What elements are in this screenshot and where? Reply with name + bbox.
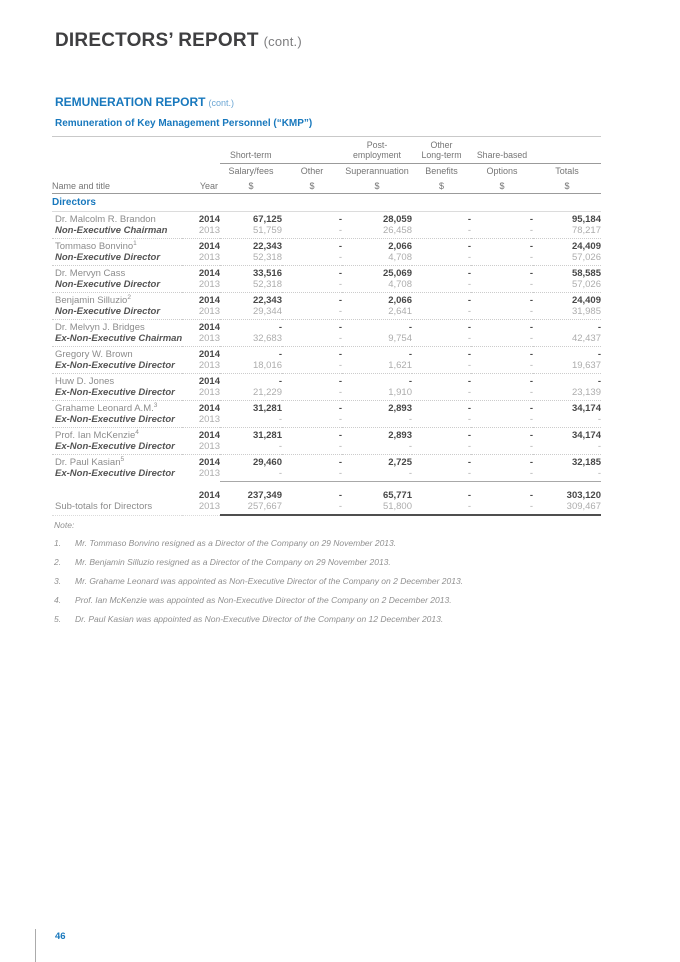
col-header-salary-fees: Salary/fees <box>228 166 274 176</box>
footnote-ref: 5 <box>120 455 125 463</box>
year-2013: 2013 <box>182 502 220 516</box>
year-2014: 2014 <box>198 268 220 279</box>
remuneration-table-wrap <box>52 136 601 516</box>
value-cell: 52,318 <box>220 280 282 293</box>
subtotal-row-2013 <box>52 502 601 516</box>
value-cell: 1,910 <box>342 388 412 401</box>
note-item <box>54 577 574 586</box>
year-2013: 2013 <box>182 226 220 239</box>
currency-symbol: $ <box>471 178 533 194</box>
value-cell: 2,893 <box>388 403 412 414</box>
subtotal-value-cell: 51,800 <box>342 502 412 516</box>
note-item <box>54 539 574 548</box>
value-cell: - <box>467 430 471 441</box>
director-title: Ex-Non-Executive Chairman <box>52 334 182 347</box>
group-header-spacer <box>52 137 182 164</box>
director-title: Non-Executive Chairman <box>52 226 182 239</box>
value-cell: - <box>533 442 601 455</box>
col-header-totals: Totals <box>555 166 579 176</box>
value-cell: - <box>282 334 342 347</box>
section-heading <box>55 95 234 109</box>
column-header-spacer <box>182 164 220 179</box>
group-header-other-long-term <box>412 137 471 164</box>
value-cell: 21,229 <box>220 388 282 401</box>
value-cell: - <box>412 334 471 347</box>
value-cell: 58,585 <box>571 268 601 279</box>
value-cell: 25,069 <box>382 268 412 279</box>
value-cell: - <box>412 415 471 428</box>
value-cell: 2,893 <box>388 430 412 441</box>
director-row-2014 <box>52 293 601 307</box>
subtotal-row-2014 <box>52 488 601 502</box>
group-header-spacer <box>182 137 220 164</box>
year-2014: 2014 <box>198 403 220 414</box>
subtotal-value-cell: 65,771 <box>382 490 412 501</box>
subtotal-value-cell: - <box>471 502 533 516</box>
subtotal-name-spacer <box>52 488 182 502</box>
note-item <box>54 596 574 605</box>
subtotal-value-cell: - <box>338 490 342 501</box>
value-cell: - <box>471 442 533 455</box>
director-title: Ex-Non-Executive Director <box>52 388 182 401</box>
value-cell: 4,708 <box>342 253 412 266</box>
value-cell: - <box>597 376 601 387</box>
value-cell: - <box>412 442 471 455</box>
director-row-2014 <box>52 239 601 253</box>
value-cell: 31,281 <box>252 403 282 414</box>
value-cell: - <box>282 226 342 239</box>
value-cell: - <box>278 322 282 333</box>
value-cell: 51,759 <box>220 226 282 239</box>
value-cell: 26,458 <box>342 226 412 239</box>
value-cell: - <box>338 376 342 387</box>
value-cell: 29,344 <box>220 307 282 320</box>
value-cell: 28,059 <box>382 214 412 225</box>
value-cell: - <box>467 457 471 468</box>
value-cell: - <box>412 280 471 293</box>
value-cell: 4,708 <box>342 280 412 293</box>
value-cell: - <box>597 349 601 360</box>
value-cell: - <box>342 469 412 482</box>
value-cell: - <box>220 469 282 482</box>
page-title <box>55 30 302 52</box>
value-cell: - <box>338 214 342 225</box>
director-row-2013 <box>52 253 601 266</box>
director-row-2014 <box>52 428 601 442</box>
value-cell: 2,641 <box>342 307 412 320</box>
value-cell: - <box>282 469 342 482</box>
col-header-options: Options <box>486 166 518 176</box>
director-row-2014 <box>52 455 601 469</box>
value-cell: - <box>471 334 533 347</box>
year-2014: 2014 <box>198 376 220 387</box>
year-2013: 2013 <box>182 253 220 266</box>
value-cell: - <box>471 253 533 266</box>
value-cell: 18,016 <box>220 361 282 374</box>
value-cell: - <box>338 322 342 333</box>
director-row-2013 <box>52 469 601 482</box>
director-row-2013 <box>52 415 601 428</box>
value-cell: - <box>282 415 342 428</box>
currency-symbol: $ <box>342 178 412 194</box>
director-row-2014 <box>52 347 601 361</box>
value-cell: - <box>529 241 533 252</box>
note-number: 2. <box>54 557 62 567</box>
currency-symbol: $ <box>533 178 601 194</box>
value-cell: - <box>278 349 282 360</box>
group-header-short-term: Short-term <box>220 137 342 164</box>
remuneration-table <box>52 137 601 516</box>
value-cell: 78,217 <box>533 226 601 239</box>
column-header-spacer <box>52 164 182 179</box>
value-cell: 1,621 <box>342 361 412 374</box>
year-2014: 2014 <box>198 430 220 441</box>
value-cell: - <box>220 442 282 455</box>
value-cell: - <box>338 403 342 414</box>
value-cell: 57,026 <box>533 253 601 266</box>
director-row-2013 <box>52 334 601 347</box>
value-cell: - <box>467 403 471 414</box>
director-name: Dr. Mervyn Cass <box>55 268 126 279</box>
value-cell: 22,343 <box>252 295 282 306</box>
subtotal-value-cell: 237,349 <box>247 490 282 501</box>
value-cell: 57,026 <box>533 280 601 293</box>
section-heading-cont: (cont.) <box>208 98 234 108</box>
value-cell: - <box>467 214 471 225</box>
directors-section-row <box>52 194 601 212</box>
page-title-cont: (cont.) <box>263 34 302 49</box>
value-cell: - <box>471 361 533 374</box>
group-header-other-line1: Other <box>430 140 453 150</box>
note-number: 1. <box>54 538 62 548</box>
value-cell: - <box>533 415 601 428</box>
col-header-other: Other <box>300 166 324 176</box>
value-cell: - <box>471 469 533 482</box>
value-cell: - <box>220 415 282 428</box>
year-2013: 2013 <box>182 307 220 320</box>
value-cell: 9,754 <box>342 334 412 347</box>
value-cell: - <box>529 457 533 468</box>
director-row-2014 <box>52 374 601 388</box>
value-cell: - <box>412 307 471 320</box>
currency-symbol: $ <box>412 178 471 194</box>
director-name: Tommaso Bonvino$^1$ <box>55 239 137 252</box>
value-cell: 2,725 <box>388 457 412 468</box>
footer-rule <box>35 929 36 962</box>
value-cell: - <box>338 241 342 252</box>
year-2014: 2014 <box>198 214 220 225</box>
year-2014: 2014 <box>198 295 220 306</box>
value-cell: 34,174 <box>571 403 601 414</box>
note-text: Mr. Tommaso Bonvino resigned as a Director of the Company on 29 November 2013. <box>75 538 397 548</box>
director-row-2013 <box>52 280 601 293</box>
value-cell: 95,184 <box>571 214 601 225</box>
subtotal-value-cell: 309,467 <box>533 502 601 516</box>
value-cell: - <box>467 376 471 387</box>
director-name: Dr. Paul Kasian$^5$ <box>55 455 125 468</box>
page-number: 46 <box>55 931 66 942</box>
year-header: Year <box>182 178 220 194</box>
directors-table-body <box>52 194 601 516</box>
value-cell: 31,281 <box>252 430 282 441</box>
value-cell: 34,174 <box>571 430 601 441</box>
year-2014: 2014 <box>198 349 220 360</box>
col-header-benefits: Benefits <box>425 166 458 176</box>
director-title: Ex-Non-Executive Director <box>52 415 182 428</box>
director-name: Gregory W. Brown <box>55 349 133 360</box>
value-cell: - <box>412 253 471 266</box>
value-cell: - <box>529 403 533 414</box>
director-row-2014 <box>52 401 601 415</box>
value-cell: 2,066 <box>388 295 412 306</box>
subtotal-value-cell: 257,667 <box>220 502 282 516</box>
value-cell: - <box>412 469 471 482</box>
col-header-superannuation: Superannuation <box>345 166 409 176</box>
note-text: Mr. Grahame Leonard was appointed as Non-Executive Director of the Company on 2 December 2013. <box>75 576 464 586</box>
subtotal-value-cell: - <box>467 490 471 501</box>
director-row-2013 <box>52 388 601 401</box>
value-cell: - <box>467 295 471 306</box>
value-cell: - <box>471 415 533 428</box>
value-cell: - <box>342 442 412 455</box>
value-cell: - <box>529 322 533 333</box>
section-subheading: Remuneration of Key Management Personnel (“KMP”) <box>55 118 313 129</box>
value-cell: 32,185 <box>571 457 601 468</box>
value-cell: - <box>467 322 471 333</box>
director-row-2013 <box>52 361 601 374</box>
value-cell: - <box>338 268 342 279</box>
value-cell: - <box>471 307 533 320</box>
value-cell: - <box>529 349 533 360</box>
section-heading-text: REMUNERATION REPORT <box>55 95 206 109</box>
director-name: Benjamin Silluzio$^2$ <box>55 293 131 306</box>
value-cell: - <box>467 349 471 360</box>
name-and-title-header: Name and title <box>52 178 182 194</box>
value-cell: 42,437 <box>533 334 601 347</box>
group-header-other-line2: Long-term <box>421 149 462 160</box>
value-cell: - <box>342 415 412 428</box>
value-cell: - <box>471 388 533 401</box>
year-2014: 2014 <box>198 457 220 468</box>
page-title-text: DIRECTORS’ REPORT <box>55 30 259 51</box>
value-cell: - <box>282 307 342 320</box>
year-2013: 2013 <box>182 415 220 428</box>
value-cell: 31,985 <box>533 307 601 320</box>
director-row-2014 <box>52 320 601 334</box>
value-cell: - <box>408 376 412 387</box>
notes-section <box>54 520 574 634</box>
director-title: Non-Executive Director <box>52 253 182 266</box>
director-row-2014 <box>52 212 601 226</box>
value-cell: - <box>529 430 533 441</box>
notes-label: Note: <box>54 520 75 530</box>
director-row-2013 <box>52 226 601 239</box>
group-header-totals-spacer <box>533 137 601 164</box>
value-cell: 19,637 <box>533 361 601 374</box>
value-cell: - <box>282 388 342 401</box>
group-header-post-line1: Post- <box>366 140 388 150</box>
year-2013: 2013 <box>182 280 220 293</box>
group-header-post-employment <box>342 137 412 164</box>
director-name: Huw D. Jones <box>55 376 115 387</box>
column-header-row <box>52 164 601 179</box>
subtotal-value-cell: - <box>529 490 533 501</box>
note-text: Dr. Paul Kasian was appointed as Non-Executive Director of the Company on 12 December 2013. <box>75 614 444 624</box>
subtotal-value-cell: - <box>412 502 471 516</box>
value-cell: - <box>282 361 342 374</box>
currency-symbol: $ <box>220 178 282 194</box>
value-cell: - <box>412 226 471 239</box>
value-cell: 52,318 <box>220 253 282 266</box>
note-item <box>54 615 574 624</box>
subtotal-value-cell: - <box>282 502 342 516</box>
value-cell: - <box>282 442 342 455</box>
year-2014: 2014 <box>198 490 220 501</box>
value-cell: 23,139 <box>533 388 601 401</box>
value-cell: 22,343 <box>252 241 282 252</box>
value-cell: - <box>467 241 471 252</box>
value-cell: - <box>471 280 533 293</box>
note-number: 3. <box>54 576 62 586</box>
year-2013: 2013 <box>182 334 220 347</box>
note-text: Mr. Benjamin Silluzio resigned as a Director of the Company on 29 November 2013. <box>75 557 391 567</box>
value-cell: - <box>282 253 342 266</box>
year-2014: 2014 <box>198 322 220 333</box>
year-2013: 2013 <box>182 361 220 374</box>
value-cell: - <box>338 457 342 468</box>
director-row-2013 <box>52 442 601 455</box>
group-header-share-based: Share-based <box>471 137 533 164</box>
subtotal-value-cell: 303,120 <box>566 490 601 501</box>
value-cell: - <box>529 268 533 279</box>
value-cell: - <box>412 361 471 374</box>
note-number: 5. <box>54 614 62 624</box>
subtotal-label: Sub-totals for Directors <box>52 502 182 516</box>
note-item <box>54 558 574 567</box>
director-row-2014 <box>52 266 601 280</box>
director-name: Grahame Leonard A.M.$^3$ <box>55 401 158 414</box>
year-2013: 2013 <box>182 442 220 455</box>
director-name: Dr. Melvyn J. Bridges <box>55 322 145 333</box>
value-cell: - <box>533 469 601 482</box>
value-cell: - <box>471 226 533 239</box>
director-title: Ex-Non-Executive Director <box>52 442 182 455</box>
footnote-ref: 2 <box>127 293 131 301</box>
footnote-ref: 4 <box>135 428 139 436</box>
year-2013: 2013 <box>182 388 220 401</box>
value-cell: 33,516 <box>252 268 282 279</box>
value-cell: 24,409 <box>571 295 601 306</box>
director-title: Ex-Non-Executive Director <box>52 361 182 374</box>
value-cell: - <box>278 376 282 387</box>
value-cell: - <box>282 280 342 293</box>
value-cell: - <box>412 388 471 401</box>
currency-symbol: $ <box>282 178 342 194</box>
footnote-ref: 1 <box>133 239 137 247</box>
group-header-post-line2: employment <box>353 149 401 160</box>
director-title: Non-Executive Director <box>52 280 182 293</box>
footnote-ref: 3 <box>153 401 158 409</box>
value-cell: - <box>467 268 471 279</box>
director-title: Ex-Non-Executive Director <box>55 468 175 479</box>
director-name: Prof. Ian McKenzie$^4$ <box>55 428 139 441</box>
notes-list <box>54 539 574 624</box>
value-cell: - <box>338 430 342 441</box>
value-cell: - <box>529 376 533 387</box>
director-name: Dr. Malcolm R. Brandon <box>55 214 156 225</box>
year-2013: 2013 <box>198 468 220 479</box>
group-header-row <box>52 137 601 164</box>
year-2014: 2014 <box>198 241 220 252</box>
value-cell: - <box>408 349 412 360</box>
director-row-2013 <box>52 307 601 320</box>
note-text: Prof. Ian McKenzie was appointed as Non-Executive Director of the Company on 2 December 2013. <box>75 595 452 605</box>
value-cell: 32,683 <box>220 334 282 347</box>
value-cell: - <box>529 214 533 225</box>
value-cell: - <box>529 295 533 306</box>
note-number: 4. <box>54 595 62 605</box>
value-cell: - <box>597 322 601 333</box>
value-cell: - <box>408 322 412 333</box>
directors-section-label: Directors <box>52 194 601 212</box>
value-cell: 29,460 <box>252 457 282 468</box>
value-cell: 24,409 <box>571 241 601 252</box>
value-cell: 67,125 <box>252 214 282 225</box>
units-header-row <box>52 178 601 194</box>
value-cell: 2,066 <box>388 241 412 252</box>
value-cell: - <box>338 349 342 360</box>
value-cell: - <box>338 295 342 306</box>
director-title: Non-Executive Director <box>52 307 182 320</box>
